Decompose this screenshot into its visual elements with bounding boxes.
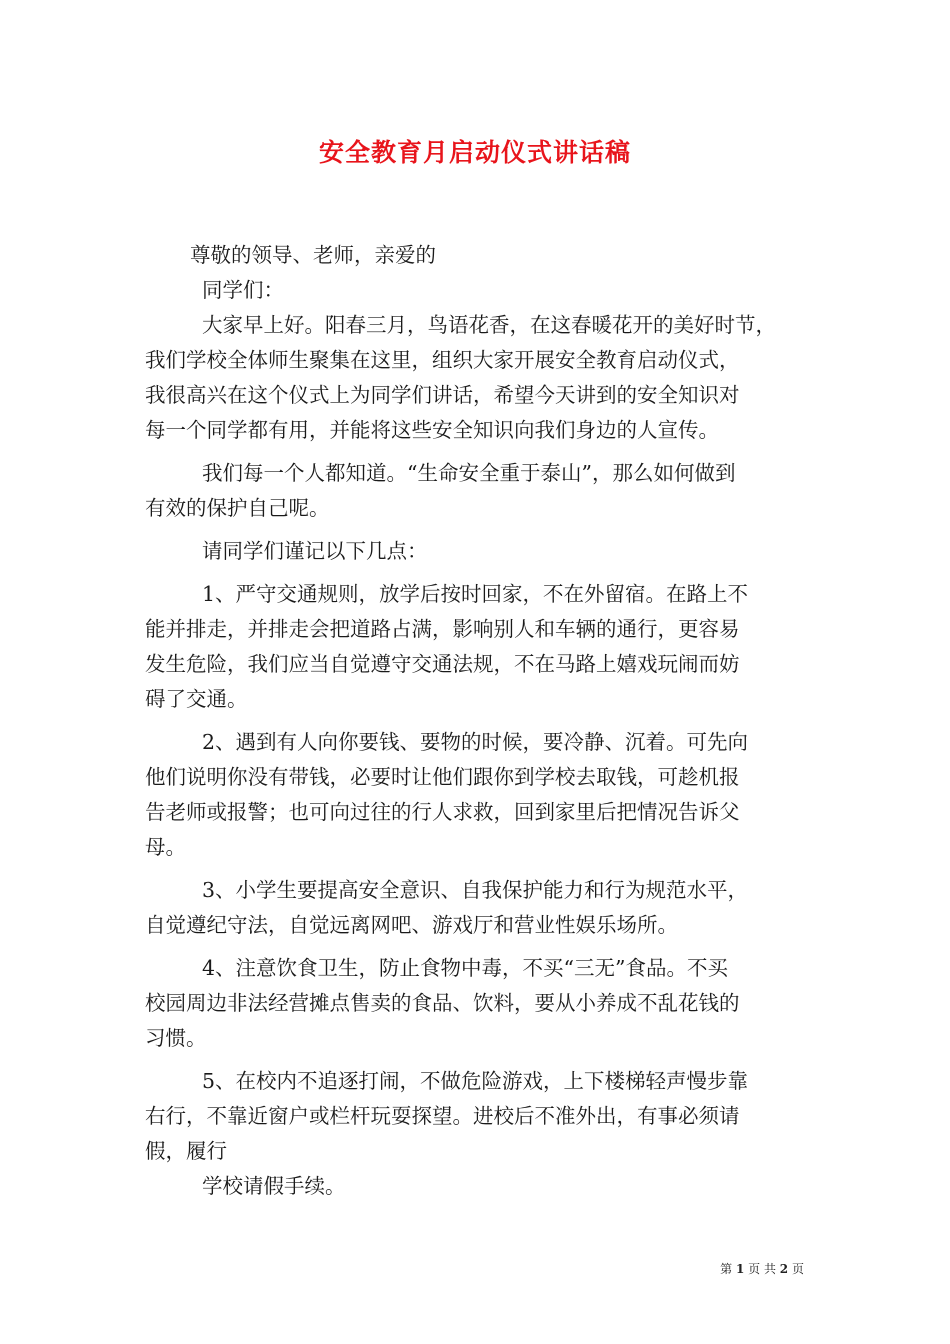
list-item-line: 他们说明你没有带钱，必要时让他们跟你到学校去取钱，可趁机报 — [145, 765, 740, 789]
paragraph-line: 有效的保护自己呢。 — [145, 496, 330, 520]
document-title: 安全教育月启动仪式讲话稿 — [318, 138, 631, 167]
list-item-line: 假，履行 — [145, 1139, 227, 1163]
list-item-line: 右行，不靠近窗户或栏杆玩耍探望。进校后不准外出，有事必须请 — [145, 1104, 740, 1128]
footer-suffix: 页 — [791, 1262, 804, 1276]
page-footer — [720, 1260, 804, 1277]
paragraph-line: 我们每一个人都知道。“生命安全重于泰山”，那么如何做到 — [202, 461, 736, 485]
list-item-line: 3、小学生要提高安全意识、自我保护能力和行为规范水平， — [202, 878, 749, 902]
paragraph-line: 大家早上好。阳春三月，鸟语花香，在这春暖花开的美好时节， — [202, 313, 776, 337]
list-item-line: 发生危险，我们应当自觉遵守交通法规，不在马路上嬉戏玩闹而妨 — [145, 652, 740, 676]
list-item-line: 能并排走，并排走会把道路占满，影响别人和车辆的通行，更容易 — [145, 617, 740, 641]
list-item-line: 5、在校内不追逐打闹，不做危险游戏，上下楼梯轻声慢步靠 — [202, 1069, 749, 1093]
document-body — [145, 238, 810, 1204]
salutation-line: 同学们： — [202, 278, 284, 302]
list-item-line: 4、注意饮食卫生，防止食物中毒，不买“三无”食品。不买 — [202, 956, 729, 980]
list-item-line: 碍了交通。 — [145, 687, 248, 711]
footer-prefix: 第 — [720, 1262, 733, 1276]
footer-middle: 页 共 — [748, 1262, 776, 1276]
list-item-line: 告老师或报警；也可向过往的行人求救，回到家里后把情况告诉父 — [145, 800, 740, 824]
list-item-line: 习惯。 — [145, 1026, 207, 1050]
salutation-line: 尊敬的领导、老师，亲爱的 — [190, 243, 436, 267]
list-item-line: 学校请假手续。 — [202, 1174, 346, 1198]
paragraph-line: 我很高兴在这个仪式上为同学们讲话，希望今天讲到的安全知识对 — [145, 383, 740, 407]
footer-total-pages: 2 — [779, 1262, 789, 1276]
paragraph-line: 我们学校全体师生聚集在这里，组织大家开展安全教育启动仪式， — [145, 348, 740, 372]
list-item-line: 2、遇到有人向你要钱、要物的时候，要冷静、沉着。可先向 — [202, 730, 749, 754]
footer-page-number: 1 — [735, 1262, 745, 1276]
list-item-line: 校园周边非法经营摊点售卖的食品、饮料，要从小养成不乱花钱的 — [145, 991, 740, 1015]
list-item-line: 自觉遵纪守法，自觉远离网吧、游戏厅和营业性娱乐场所。 — [145, 913, 678, 937]
paragraph-line: 每一个同学都有用，并能将这些安全知识向我们身边的人宣传。 — [145, 418, 719, 442]
paragraph-line: 请同学们谨记以下几点： — [202, 539, 428, 563]
list-item-line: 1、严守交通规则，放学后按时回家，不在外留宿。在路上不 — [202, 582, 749, 606]
list-item-line: 母。 — [145, 835, 186, 859]
